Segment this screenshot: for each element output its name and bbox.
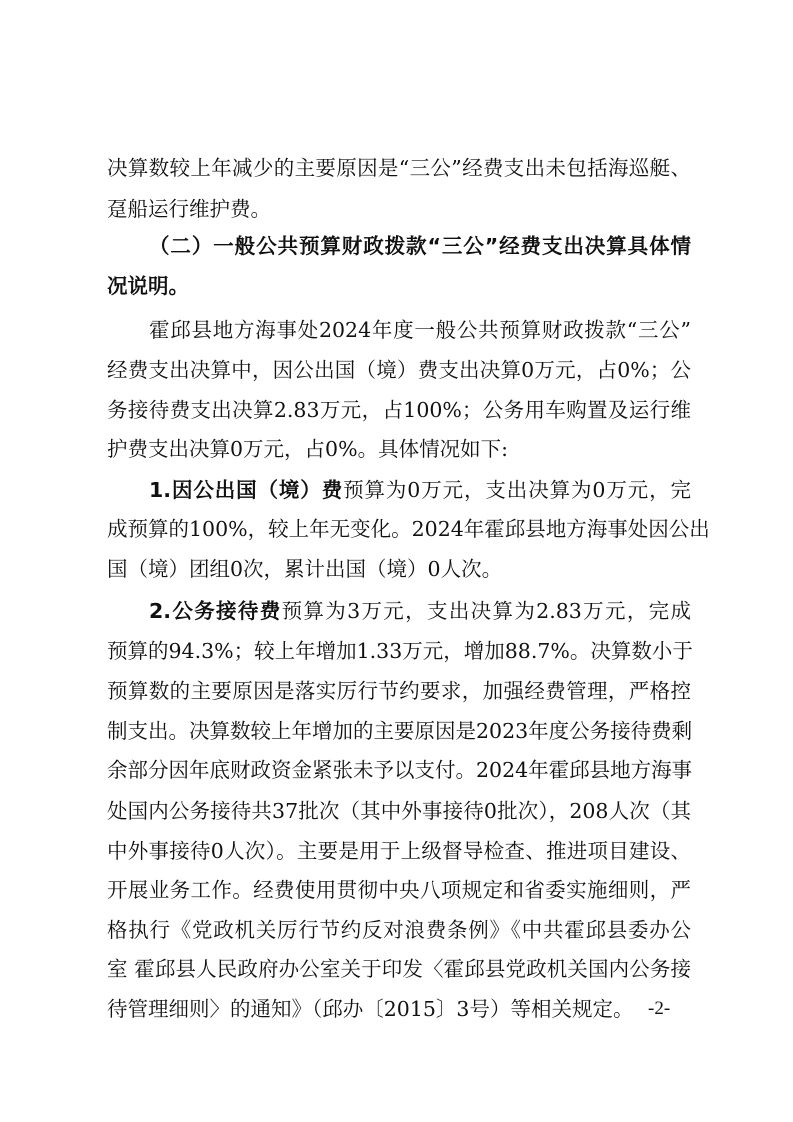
text-line: [107, 435, 691, 463]
body-text: 预算为0万元，支出决算为0万元，完: [343, 478, 691, 502]
text-line: [107, 272, 691, 300]
text-line: [107, 555, 691, 583]
body-text: 成预算的100%，较上年无变化。2024年霍邱县地方海事处因公出: [107, 517, 710, 541]
body-text: 制支出。决算数较上年增加的主要原因是2023年度公务接待费剩: [107, 719, 693, 743]
bold-text: 2.公务接待费: [149, 599, 282, 623]
text-line: [149, 597, 691, 625]
text-line: [107, 396, 691, 424]
body-text: 预算的94.3%；较上年增加1.33万元，增加88.7%。决算数小于: [107, 639, 693, 663]
text-line: [107, 876, 691, 904]
text-line: [107, 717, 691, 745]
text-line: [107, 515, 710, 543]
body-text: 预算数的主要原因是落实厉行节约要求，加强经费管理，严格控: [107, 679, 691, 703]
body-text: 开展业务工作。经费使用贯彻中央八项规定和省委实施细则，严: [107, 878, 691, 902]
body-text: 护费支出决算0万元，占0%。具体情况如下:: [107, 437, 508, 461]
text-line: [107, 797, 691, 825]
body-text: 经费支出决算中，因公出国（境）费支出决算0万元，占0%；公: [107, 358, 691, 382]
text-line: [149, 316, 691, 344]
bold-text: 1.因公出国（境）费: [149, 478, 344, 502]
text-line: [107, 837, 691, 865]
text-line: [107, 756, 691, 784]
body-text: 预算为3万元，支出决算为2.83万元，完成: [281, 599, 691, 623]
body-text: 决算数较上年减少的主要原因是“三公”经费支出未包括海巡艇、: [107, 156, 691, 180]
body-text: 务接待费支出决算2.83万元，占100%；公务用车购置及运行维: [107, 398, 691, 422]
text-line: [107, 356, 691, 384]
text-line: [107, 195, 691, 223]
bold-text: （二）一般公共预算财政拨款“三公”经费支出决算具体情: [149, 234, 691, 258]
body-text: 霍邱县地方海事处2024年度一般公共预算财政拨款“三公”: [149, 318, 691, 342]
text-line: [149, 476, 691, 504]
body-text: 室 霍邱县人民政府办公室关于印发〈霍邱县党政机关国内公务接: [107, 957, 691, 981]
text-line: [107, 154, 691, 182]
body-text: 处国内公务接待共37批次（其中外事接待0批次），208人次（其: [107, 799, 691, 823]
body-text: 格执行《党政机关厉行节约反对浪费条例》《中共霍邱县委办公: [107, 918, 691, 942]
body-text: 中外事接待0人次）。主要是用于上级督导检查、推进项目建设、: [107, 839, 691, 863]
page-number: -2-: [648, 998, 671, 1019]
text-line: [107, 955, 691, 983]
text-line: [149, 232, 691, 260]
body-text: 趸船运行维护费。: [107, 197, 271, 221]
text-line: [107, 637, 691, 665]
text-line: [107, 677, 691, 705]
body-text: 余部分因年底财政资金紧张未予以支付。2024年霍邱县地方海事: [107, 758, 693, 782]
body-text: 待管理细则〉的通知》（邱办〔2015〕3号）等相关规定。: [107, 997, 634, 1021]
body-text: 国（境）团组0次，累计出国（境）0人次。: [107, 557, 503, 581]
bold-text: 况说明。: [107, 274, 189, 298]
text-line: [107, 995, 691, 1023]
text-line: [107, 916, 691, 944]
